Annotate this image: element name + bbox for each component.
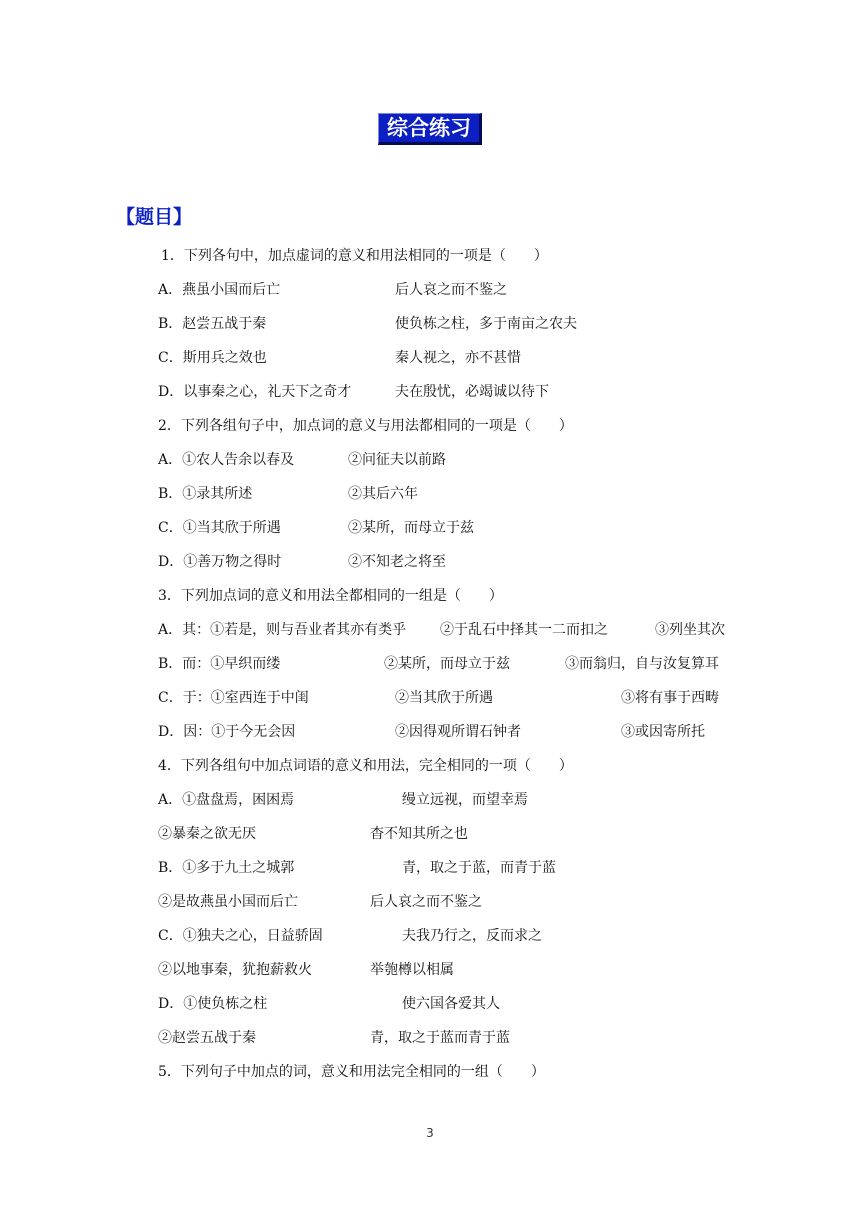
- option-1c-right: 秦人视之，亦不甚惜: [395, 350, 521, 366]
- option-4c1-right: 夫我乃行之，反而求之: [402, 928, 542, 944]
- option-4b2-right: 后人哀之而不鉴之: [370, 894, 482, 910]
- option-4c1-left: C．①独夫之心，日益骄固: [158, 928, 323, 944]
- option-3c-col1: C．于：①室西连于中闺: [158, 690, 309, 706]
- question-5: 5．下列句子中加点的词，意义和用法完全相同的一组（ ）: [158, 1064, 545, 1080]
- option-2d-left: D．①善万物之得时: [158, 554, 282, 570]
- option-4d2-left: ②赵尝五战于秦: [158, 1030, 256, 1046]
- option-4a2-left: ②暴秦之欲无厌: [158, 826, 256, 842]
- option-3d-col1: D．因：①于今无会因: [158, 724, 296, 740]
- option-4b1-left: B．①多于九土之城郭: [158, 860, 295, 876]
- option-3b-col3: ③而翁归，自与汝复算耳: [565, 656, 719, 672]
- question-2: 2．下列各组句子中，加点词的意义与用法都相同的一项是（ ）: [158, 418, 573, 434]
- option-4a1-right: 缦立远视，而望幸焉: [402, 792, 528, 808]
- page-title: 综合练习: [378, 113, 482, 145]
- option-2c-right: ②某所，而母立于兹: [348, 520, 474, 536]
- option-2a-left: A．①农人告余以春及: [158, 452, 295, 468]
- question-3: 3．下列加点词的意义和用法全都相同的一组是（ ）: [158, 588, 503, 604]
- option-3b-col2: ②某所，而母立于兹: [384, 656, 510, 672]
- option-3d-col2: ②因得观所谓石钟者: [395, 724, 521, 740]
- option-4d1-right: 使六国各爱其人: [402, 996, 500, 1012]
- option-3a-col2: ②于乱石中择其一二而扣之: [440, 622, 608, 638]
- option-3b-col1: B．而：①早织而缕: [158, 656, 281, 672]
- page-title-wrapper: [0, 113, 860, 145]
- option-2a-right: ②问征夫以前路: [348, 452, 446, 468]
- option-3c-col2: ②当其欣于所遇: [395, 690, 493, 706]
- option-4b2-left: ②是故燕虽小国而后亡: [158, 894, 298, 910]
- option-1d-right: 夫在殷忧，必竭诚以待下: [395, 384, 549, 400]
- option-4b1-right: 青，取之于蓝，而青于蓝: [402, 860, 556, 876]
- option-1a-right: 后人哀之而不鉴之: [395, 282, 507, 298]
- question-1: 1．下列各句中，加点虚词的意义和用法相同的一项是（ ）: [161, 248, 548, 264]
- option-4c2-left: ②以地事秦，犹抱薪救火: [158, 962, 312, 978]
- option-4c2-right: 举匏樽以相属: [370, 962, 454, 978]
- option-2d-right: ②不知老之将至: [348, 554, 446, 570]
- option-3a-col1: A．其：①若是，则与吾业者其亦有类乎: [158, 622, 407, 638]
- option-3a-col3: ③列坐其次: [655, 622, 725, 638]
- option-1b-right: 使负栋之柱，多于南亩之农夫: [395, 316, 577, 332]
- option-3d-col3: ③或因寄所托: [621, 724, 705, 740]
- page-number: 3: [426, 1126, 434, 1140]
- option-2c-left: C．①当其欣于所遇: [158, 520, 281, 536]
- option-4d2-right: 青，取之于蓝而青于蓝: [370, 1030, 510, 1046]
- option-4a1-left: A．①盘盘焉，困困焉: [158, 792, 295, 808]
- option-2b-right: ②其后六年: [348, 486, 418, 502]
- option-4d1-left: D．①使负栋之柱: [158, 996, 268, 1012]
- option-2b-left: B．①录其所述: [158, 486, 253, 502]
- option-1b-left: B．赵尝五战于秦: [158, 316, 267, 332]
- option-1d-left: D．以事秦之心，礼天下之奇才: [158, 384, 352, 400]
- question-4: 4．下列各组句中加点词语的意义和用法，完全相同的一项（ ）: [158, 758, 573, 774]
- option-1c-left: C．斯用兵之效也: [158, 350, 267, 366]
- option-4a2-right: 杳不知其所之也: [370, 826, 468, 842]
- option-1a-left: A．燕虽小国而后亡: [158, 282, 281, 298]
- option-3c-col3: ③将有事于西畴: [621, 690, 719, 706]
- section-heading: 【题目】: [116, 206, 193, 228]
